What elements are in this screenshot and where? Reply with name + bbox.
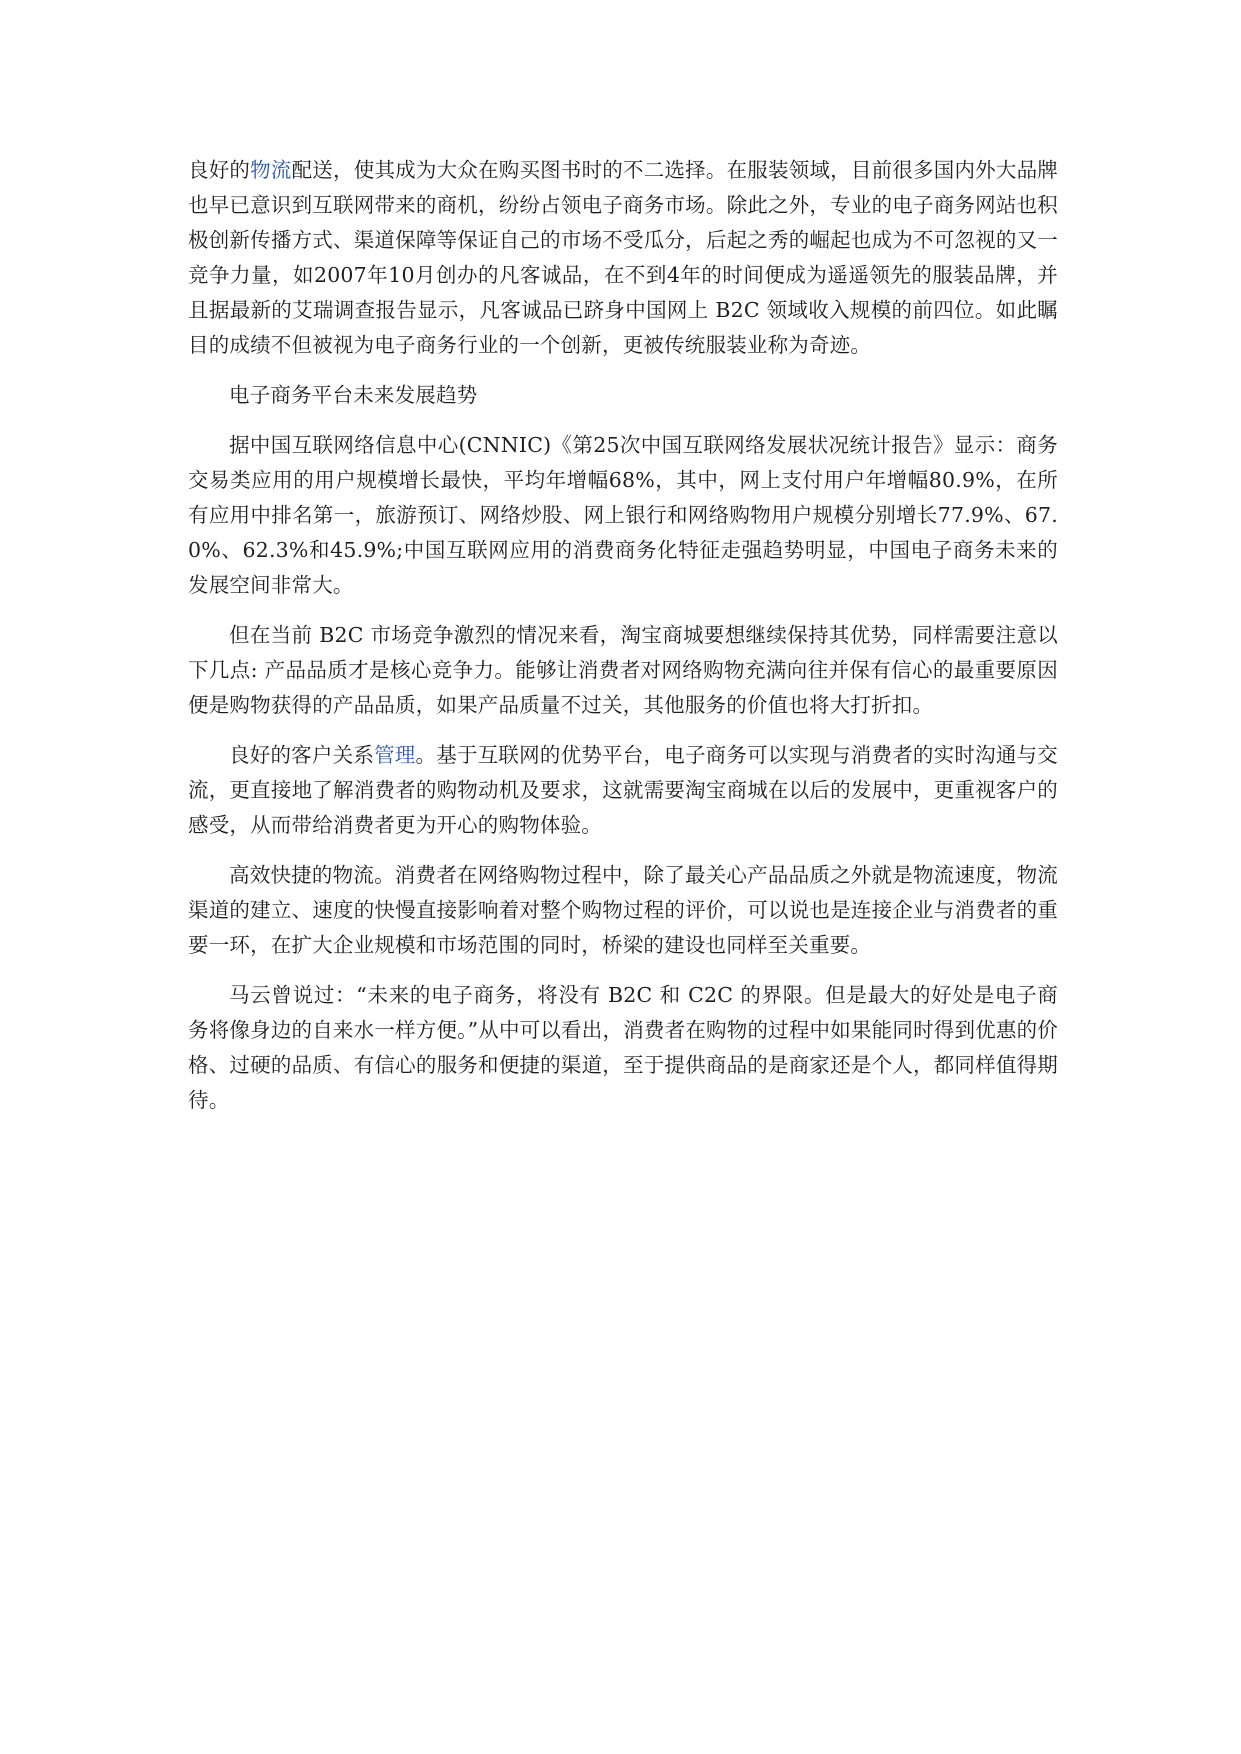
paragraph-text: 配送，使其成为大众在购买图书时的不二选择。在服装领域，目前很多国内外大品牌也早已意识到互联网带来的商机，纷纷占领电子商务市场。除此之外，专业的电子商务网站也积极创新传播方式、渠道保障等保证自己的市场不受瓜分，后起之秀的崛起也成为不可忽视的又一竞争力量，如2007年10月创办的凡客诚品，在不到4年的时间便成为遥遥领先的服装品牌，并且据最新的艾瑞调查报告显示，凡客诚品已跻身中国网上 B2C 领域收入规模的前四位。如此瞩目的成绩不但被视为电子商务行业的一个创新，更被传统服装业称为奇迹。: [188, 158, 1058, 357]
paragraph-product-quality: 但在当前 B2C 市场竞争激烈的情况来看，淘宝商城要想继续保持其优势，同样需要注意以下几点: 产品品质才是核心竞争力。能够让消费者对网络购物充满向往并保有信心的最重要原因便是购物获得的产品品质，如果产品质量不过关，其他服务的价值也将大打折扣。: [188, 623, 1058, 717]
section-heading: 电子商务平台未来发展趋势: [229, 383, 478, 407]
link-management[interactable]: 管理: [374, 743, 416, 767]
document-page: [188, 153, 1058, 1118]
paragraph-text: 。基于互联网的优势平台，电子商务可以实现与消费者的实时沟通与交流，更直接地了解消费者的购物动机及要求，这就需要淘宝商城在以后的发展中，更重视客户的感受，从而带给消费者更为开心的购物体验。: [188, 743, 1058, 837]
paragraph-logistics-intro: [188, 153, 1058, 363]
paragraph-text: 良好的客户关系: [229, 743, 375, 767]
paragraph-customer-relations: [188, 738, 1058, 843]
link-logistics[interactable]: 物流: [250, 158, 292, 182]
paragraph-fast-logistics: 高效快捷的物流。消费者在网络购物过程中，除了最关心产品品质之外就是物流速度，物流渠道的建立、速度的快慢直接影响着对整个购物过程的评价，可以说也是连接企业与消费者的重要一环，在扩大企业规模和市场范围的同时，桥梁的建设也同样至关重要。: [188, 863, 1058, 957]
paragraph-cnnic-report: 据中国互联网络信息中心(CNNIC)《第25次中国互联网络发展状况统计报告》显示：商务交易类应用的用户规模增长最快，平均年增幅68%，其中，网上支付用户年增幅80.9%，在所有应用中排名第一，旅游预订、网络炒股、网上银行和网络购物用户规模分别增长77.9%、67.0%、62.3%和45.9%;中国互联网应用的消费商务化特征走强趋势明显，中国电子商务未来的发展空间非常大。: [188, 433, 1058, 597]
paragraph-text: 良好的: [188, 158, 251, 182]
paragraph-jack-ma-quote: 马云曾说过：“未来的电子商务，将没有 B2C 和 C2C 的界限。但是最大的好处是电子商务将像身边的自来水一样方便。”从中可以看出，消费者在购物的过程中如果能同时得到优惠的价格、过硬的品质、有信心的服务和便捷的渠道，至于提供商品的是商家还是个人，都同样值得期待。: [188, 983, 1058, 1112]
